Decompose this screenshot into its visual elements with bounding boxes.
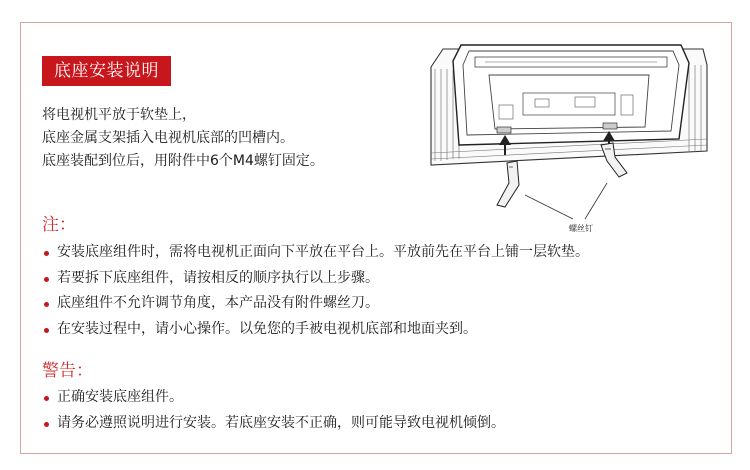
intro-line: 底座金属支架插入电视机底部的凹槽内。 (42, 130, 294, 146)
note-text: 安装底座组件时，需将电视机正面向下平放在平台上。平放前先在平台上铺一层软垫。 (57, 244, 589, 260)
list-item (42, 291, 589, 317)
note-text: 底座组件不允许调节角度，本产品没有附件螺丝刀。 (57, 295, 379, 311)
note-text: 若要拆下底座组件，请按相反的顺序执行以上步骤。 (57, 269, 379, 286)
notes-heading: 注： (42, 215, 76, 235)
notes-list (42, 240, 589, 342)
intro-line: 底座装配到位后，用附件中6个M4螺钉固定。 (42, 153, 324, 169)
note-text: 在安装过程中，请小心操作。以免您的手被电视机底部和地面夹到。 (57, 320, 477, 337)
list-item (42, 240, 589, 266)
warnings-heading: 警告： (42, 361, 93, 381)
bullet-icon (44, 302, 49, 307)
warning-text: 正确安装底座组件。 (57, 389, 183, 405)
bullet-icon (44, 328, 49, 333)
list-item (42, 411, 505, 437)
warning-text: 请务必遵照说明进行安装。若底座安装不正确，则可能导致电视机倾倒。 (57, 414, 505, 431)
list-item (42, 317, 589, 343)
list-item (42, 385, 505, 411)
stand-foot-left (497, 161, 519, 207)
tv-back (453, 45, 689, 145)
bullet-icon (44, 251, 49, 256)
bullet-icon (44, 396, 49, 401)
bullet-icon (44, 422, 49, 427)
list-item (42, 266, 589, 292)
warnings-list (42, 385, 505, 436)
intro-text (42, 104, 422, 173)
intro-line: 将电视机平放于软垫上， (42, 107, 196, 123)
screw-label: 螺丝钉 (569, 224, 593, 233)
bullet-icon (44, 277, 49, 282)
page-title: 底座安装说明 (42, 56, 171, 86)
tv-stand-diagram (425, 35, 725, 235)
